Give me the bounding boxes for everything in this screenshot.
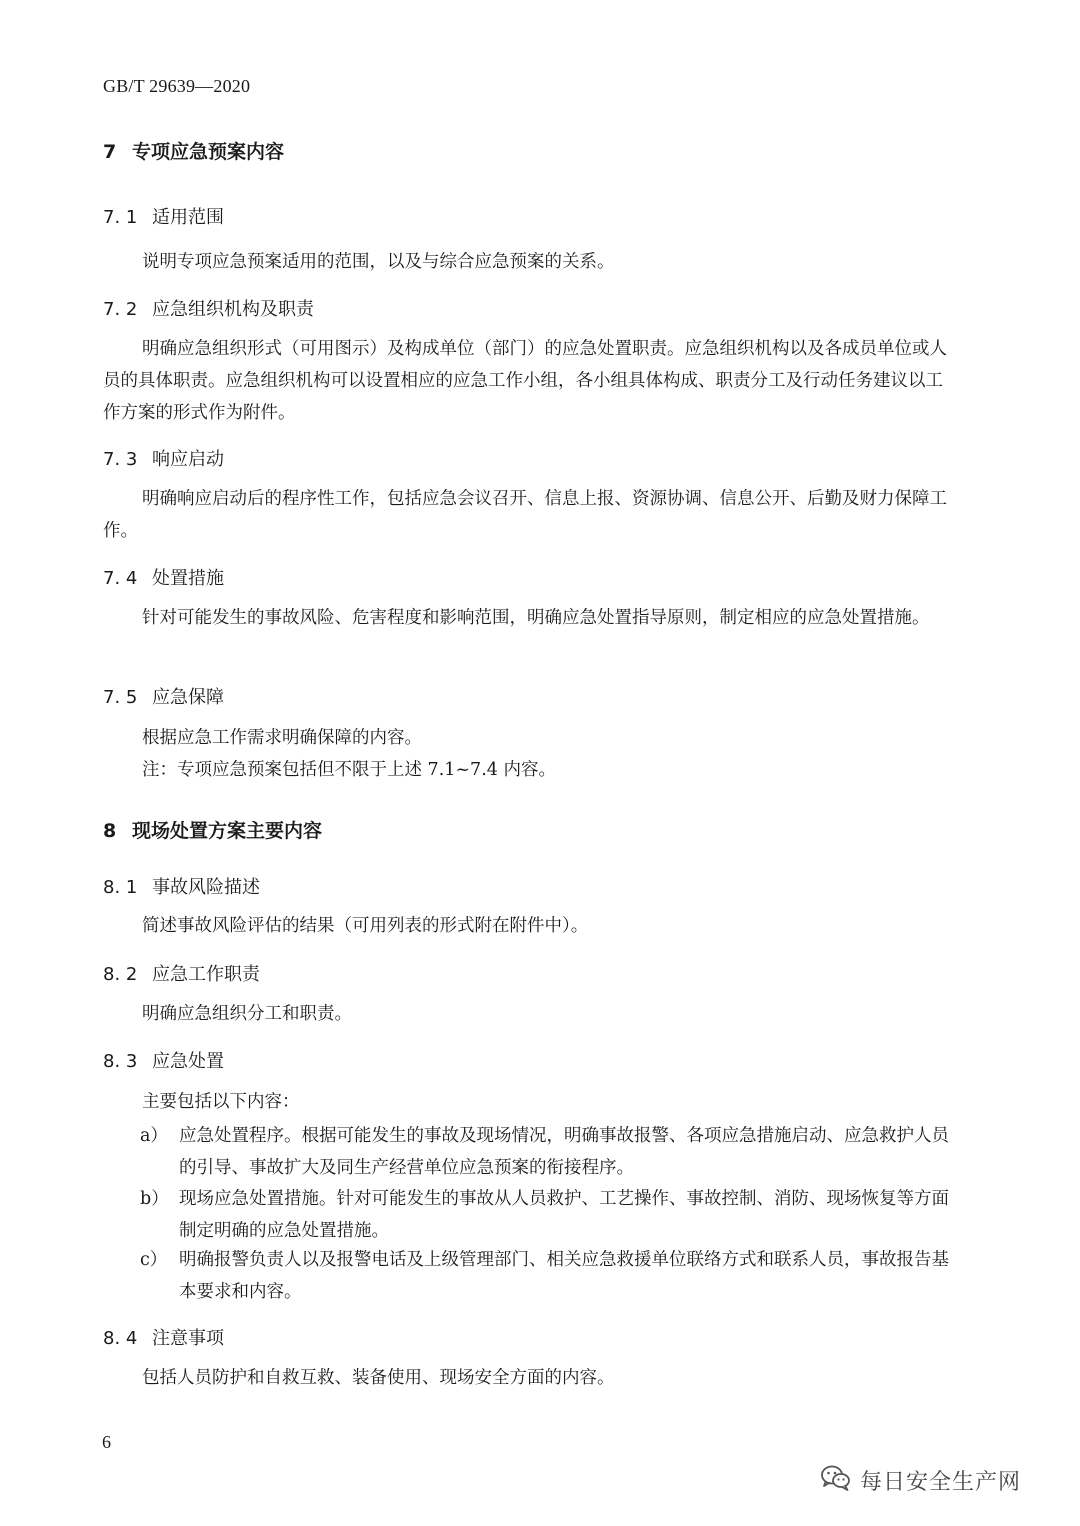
section-8-1-body: 简述事故风险评估的结果（可用列表的形式附在附件中）。 <box>142 916 589 936</box>
section-7-heading: 7 专项应急预案内容 <box>103 141 285 163</box>
section-7-1-body: 说明专项应急预案适用的范围，以及与综合应急预案的关系。 <box>142 252 615 272</box>
section-7-3-heading: 7. 3 响应启动 <box>103 449 224 470</box>
section-7-1-heading: 7. 1 适用范围 <box>103 207 224 228</box>
list-item-text: 明确报警负责人以及报警电话及上级管理部门、相关应急救援单位联络方式和联系人员，事故报告基本要求和内容。 <box>179 1250 949 1302</box>
section-8-2-body: 明确应急组织分工和职责。 <box>142 1004 352 1024</box>
section-7-5-body: 根据应急工作需求明确保障的内容。 <box>142 728 422 748</box>
section-7-2-body: 明确应急组织形式（可用图示）及构成单位（部门）的应急处置职责。应急组织机构以及各成员单位或人员的具体职责。应急组织机构可以设置相应的应急工作小组，各小组具体构成、职责分工及行动任务建议以工作方案的形式作为附件。 <box>103 339 947 423</box>
list-item <box>140 1183 952 1247</box>
section-8-heading: 8 现场处置方案主要内容 <box>103 820 323 842</box>
section-8-3-heading: 8. 3 应急处置 <box>103 1051 224 1072</box>
section-8-3-intro: 主要包括以下内容： <box>142 1092 300 1112</box>
section-8-4-body: 包括人员防护和自救互救、装备使用、现场安全方面的内容。 <box>142 1368 615 1388</box>
section-8-4-heading: 8. 4 注意事项 <box>103 1328 224 1349</box>
section-7-3-body: 明确响应启动后的程序性工作，包括应急会议召开、信息上报、资源协调、信息公开、后勤及财力保障工作。 <box>103 489 947 541</box>
section-7-4-heading: 7. 4 处置措施 <box>103 568 224 589</box>
section-7-4-body: 针对可能发生的事故风险、危害程度和影响范围，明确应急处置指导原则，制定相应的应急处置措施。 <box>142 608 930 628</box>
watermark-text: 每日安全生产网 <box>860 1469 1022 1495</box>
wechat-icon <box>820 1464 852 1496</box>
list-item-text: 现场应急处置措施。针对可能发生的事故从人员救护、工艺操作、事故控制、消防、现场恢复等方面制定明确的应急处置措施。 <box>179 1189 949 1241</box>
list-item-label: a） <box>140 1126 168 1146</box>
list-item-label: b） <box>140 1189 169 1209</box>
list-item <box>140 1120 952 1184</box>
list-item <box>140 1244 952 1308</box>
list-item-text: 应急处置程序。根据可能发生的事故及现场情况，明确事故报警、各项应急措施启动、应急救护人员的引导、事故扩大及同生产经营单位应急预案的衔接程序。 <box>179 1126 949 1178</box>
section-7-2-heading: 7. 2 应急组织机构及职责 <box>103 299 314 320</box>
standard-number: GB/T 29639—2020 <box>103 76 251 96</box>
page-number: 6 <box>102 1432 111 1452</box>
watermark <box>820 1464 1021 1496</box>
section-7-5-note: 注：专项应急预案包括但不限于上述 7.1~7.4 内容。 <box>142 760 556 780</box>
list-item-label: c） <box>140 1250 168 1270</box>
section-8-2-heading: 8. 2 应急工作职责 <box>103 964 260 985</box>
section-7-5-heading: 7. 5 应急保障 <box>103 687 224 708</box>
section-8-1-heading: 8. 1 事故风险描述 <box>103 877 260 898</box>
